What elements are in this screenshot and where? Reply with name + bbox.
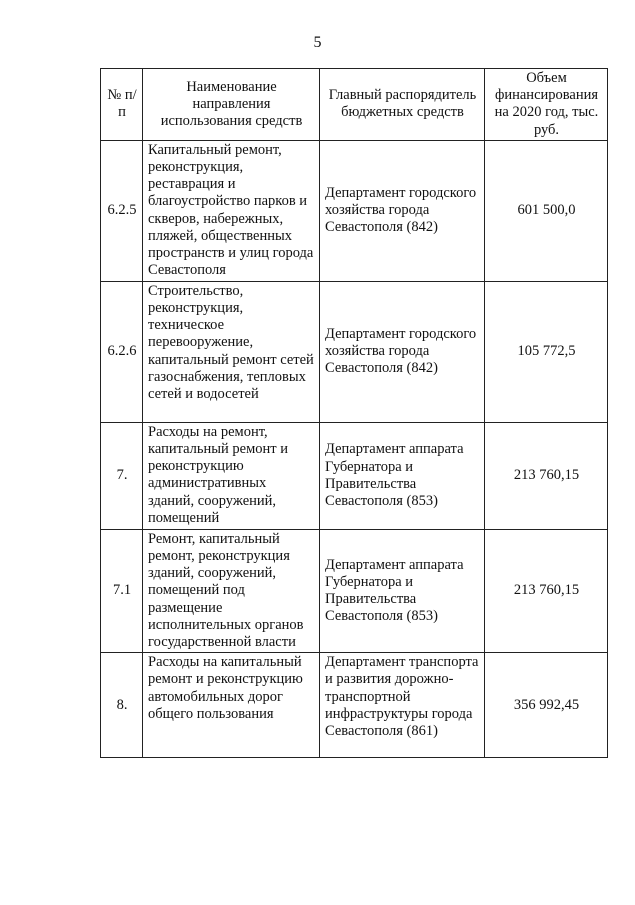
row-name: Расходы на капитальный ремонт и реконструкцию автомобильных дорог общего пользования [143, 653, 320, 758]
budget-allocation-table [100, 68, 608, 758]
row-number: 6.2.6 [101, 281, 143, 422]
header-name: Наименование направления использования средств [143, 69, 320, 141]
row-administrator: Департамент городского хозяйства города Севастополя (842) [320, 281, 485, 422]
table-row [101, 422, 608, 529]
header-amount: Объем финансирования на 2020 год, тыс. руб. [485, 69, 608, 141]
row-number: 7. [101, 422, 143, 529]
row-amount: 213 760,15 [485, 529, 608, 652]
table-row [101, 281, 608, 422]
row-administrator: Департамент городского хозяйства города Севастополя (842) [320, 140, 485, 281]
header-number: № п/п [101, 69, 143, 141]
row-amount: 356 992,45 [485, 653, 608, 758]
row-administrator: Департамент аппарата Губернатора и Правительства Севастополя (853) [320, 529, 485, 652]
row-name: Строительство, реконструкция, техническое перевооружение, капитальный ремонт сетей газоснабжения, тепловых сетей и водосетей [143, 281, 320, 422]
table-row [101, 140, 608, 281]
row-amount: 213 760,15 [485, 422, 608, 529]
table-row [101, 529, 608, 652]
table-row [101, 653, 608, 758]
row-amount: 105 772,5 [485, 281, 608, 422]
row-name: Расходы на ремонт, капитальный ремонт и реконструкцию административных зданий, сооружений, помещений [143, 422, 320, 529]
row-name: Капитальный ремонт, реконструкция, реставрация и благоустройство парков и скверов, набережных, пляжей, общественных пространств и улиц города Севастополя [143, 140, 320, 281]
row-administrator: Департамент транспорта и развития дорожно-транспортной инфраструктуры города Севастополя (861) [320, 653, 485, 758]
table-header-row [101, 69, 608, 141]
row-number: 7.1 [101, 529, 143, 652]
row-number: 8. [101, 653, 143, 758]
row-name: Ремонт, капитальный ремонт, реконструкция зданий, сооружений, помещений под размещение исполнительных органов государственной власти [143, 529, 320, 652]
row-administrator: Департамент аппарата Губернатора и Правительства Севастополя (853) [320, 422, 485, 529]
header-administrator: Главный распорядитель бюджетных средств [320, 69, 485, 141]
row-amount: 601 500,0 [485, 140, 608, 281]
page-number: 5 [313, 34, 322, 51]
row-number: 6.2.5 [101, 140, 143, 281]
